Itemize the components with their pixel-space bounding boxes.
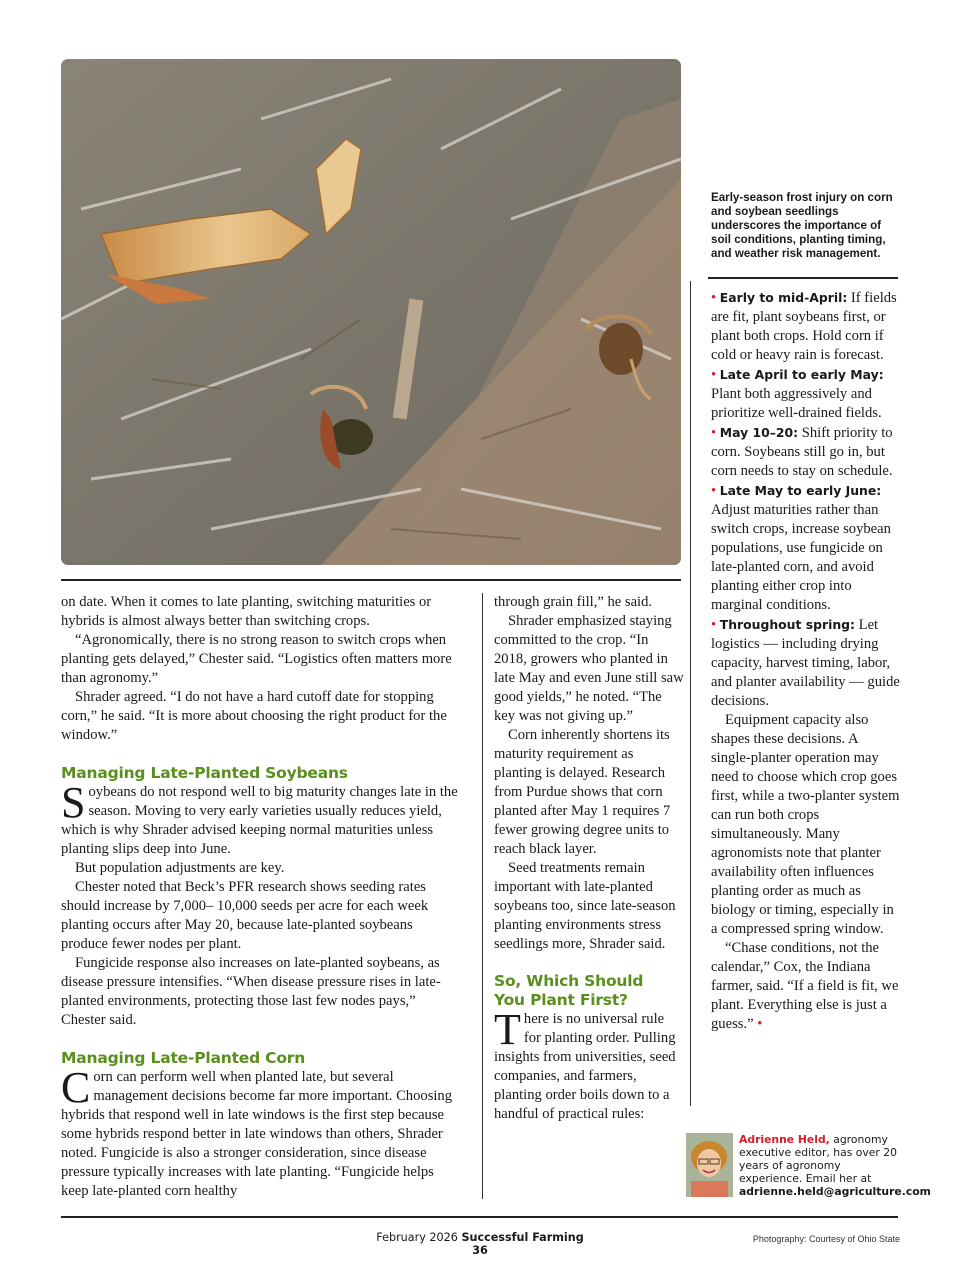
paragraph: here is no universal rule for planting order. Pulling insights from universities, seed companies, and farmers, planting order boils down to a handful of practical rules: [494,1011,676,1122]
paragraph: oybeans do not respond well to big maturity changes late in the season. Moving to very early varieties usually reduces yield, which is why Shrader advised keeping normal maturities unless planting slips deep into June. [61,784,458,857]
column-divider [690,281,691,1106]
paragraph: “Chase conditions, not the calendar,” Cox, the Indiana farmer, said. “If a field is fit, we plant. Everything else is just a guess.” • [711,940,899,1032]
list-item: • Late May to early June: Adjust maturities rather than switch crops, increase soybean populations, use fungicide on late-planted corn, and avoid planting either crop into marginal conditions. [711,483,891,613]
drop-cap: T [494,1005,521,1054]
paragraph: Corn inherently shortens its maturity requirement as planting is delayed. Research from Purdue shows that corn planted after May 1 requires 7 fewer growing degree units to reach black layer. [494,727,671,857]
author-bio: Adrienne Held, agronomy executive editor, has over 20 years of agronomy experience. Email her at adrienne.held@agriculture.com [739,1133,931,1198]
paragraph: Seed treatments remain important with late-planted soybeans too, since late-season planting environments stress seedlings more, Shrader said. [494,860,676,952]
list-item: • May 10–20: Shift priority to corn. Soybeans still go in, but corn needs to stay on schedule. [711,425,893,479]
paragraph: orn can perform well when planted late, but several management decisions become far more important. Choosing hybrids that respond well in late windows is the first step because some hybrids respond better in late windows than others, Shrader noted. Fungicide is also a stronger consideration, since disease pressure typically increases with late planting. “Fungicide helps keep late-planted corn healthy [61,1069,453,1199]
paragraph: Chester noted that Beck’s PFR research shows seeding rates should increase by 7,000– 10,000 seeds per acre for each week planting occurs after May 20, because late-planted soybeans produce fewer nodes per plant. [61,879,429,952]
page-number: 36 [472,1244,488,1257]
photo-credit: Photography: Courtesy of Ohio State [752,1234,900,1244]
author-email[interactable]: adrienne.held@agriculture.com [739,1185,931,1198]
page-footer: February 2026 Successful Farming 36 [330,1231,630,1257]
paragraph: through grain fill,” he said. [494,594,653,610]
section-heading-soybeans: Managing Late-Planted Soybeans [61,764,348,782]
paragraph: But population adjustments are key. [75,860,285,876]
drop-cap: C [61,1063,91,1112]
drop-cap: S [61,778,86,827]
paragraph: “Agronomically, there is no strong reason to switch crops when planting gets delayed,” Chester said. “Logistics often matters more than agronomy.” [61,632,452,686]
list-item: • Throughout spring: Let logistics — including drying capacity, harvest timing, labor, and planter availability — guide decisions. [711,617,900,709]
paragraph: Equipment capacity also shapes these decisions. A single-planter operation may need to choose which crop goes first, while a two-planter system can run both crops simultaneously. Many agronomists note that planter availability often influences planting order as much as biology or timing, especially in a compressed spring window. [711,712,900,937]
list-item: • Early to mid-April: If fields are fit, plant soybeans first, or plant both crops. Hold corn if cold or heavy rain is forecast. [711,290,897,363]
author-photo [686,1133,733,1197]
paragraph: on date. When it comes to late planting, switching maturities or hybrids is almost always better than switching crops. [61,594,432,629]
article-photo [61,59,681,565]
column-divider [482,593,483,1199]
article-column-1 [61,593,463,1201]
planting-rules-list [711,288,901,1034]
author-name: Adrienne Held, [739,1133,830,1146]
end-mark: • [757,1016,763,1032]
section-heading-corn: Managing Late-Planted Corn [61,1049,306,1067]
caption-divider [708,277,898,279]
magazine-name: Successful Farming [461,1231,584,1244]
photo-caption: Early-season frost injury on corn and soybean seedlings underscores the importance of soil conditions, planting timing, and weather risk management. [711,191,893,260]
avatar [686,1133,733,1197]
paragraph: Shrader agreed. “I do not have a hard cutoff date for stopping corn,” he said. “It is more about choosing the right product for the window.” [61,689,447,743]
photo-bottom-rule [61,579,681,581]
paragraph: Shrader emphasized staying committed to the crop. “In 2018, growers who planted in late May and even June still saw good yields,” he noted. “The key was not giving up.” [494,613,684,724]
list-item: • Late April to early May: Plant both aggressively and prioritize well-drained fields. [711,367,884,421]
frost-seedlings-photo [61,59,681,565]
paragraph: Fungicide response also increases on late-planted soybeans, as disease pressure intensifies. “When disease pressure rises in late-planted environments, protecting those last few nodes pays,” Chester said. [61,955,441,1028]
section-heading-which-first: So, Which Should You Plant First? [494,972,644,1009]
article-column-2 [494,593,684,1124]
footer-rule [61,1216,898,1218]
